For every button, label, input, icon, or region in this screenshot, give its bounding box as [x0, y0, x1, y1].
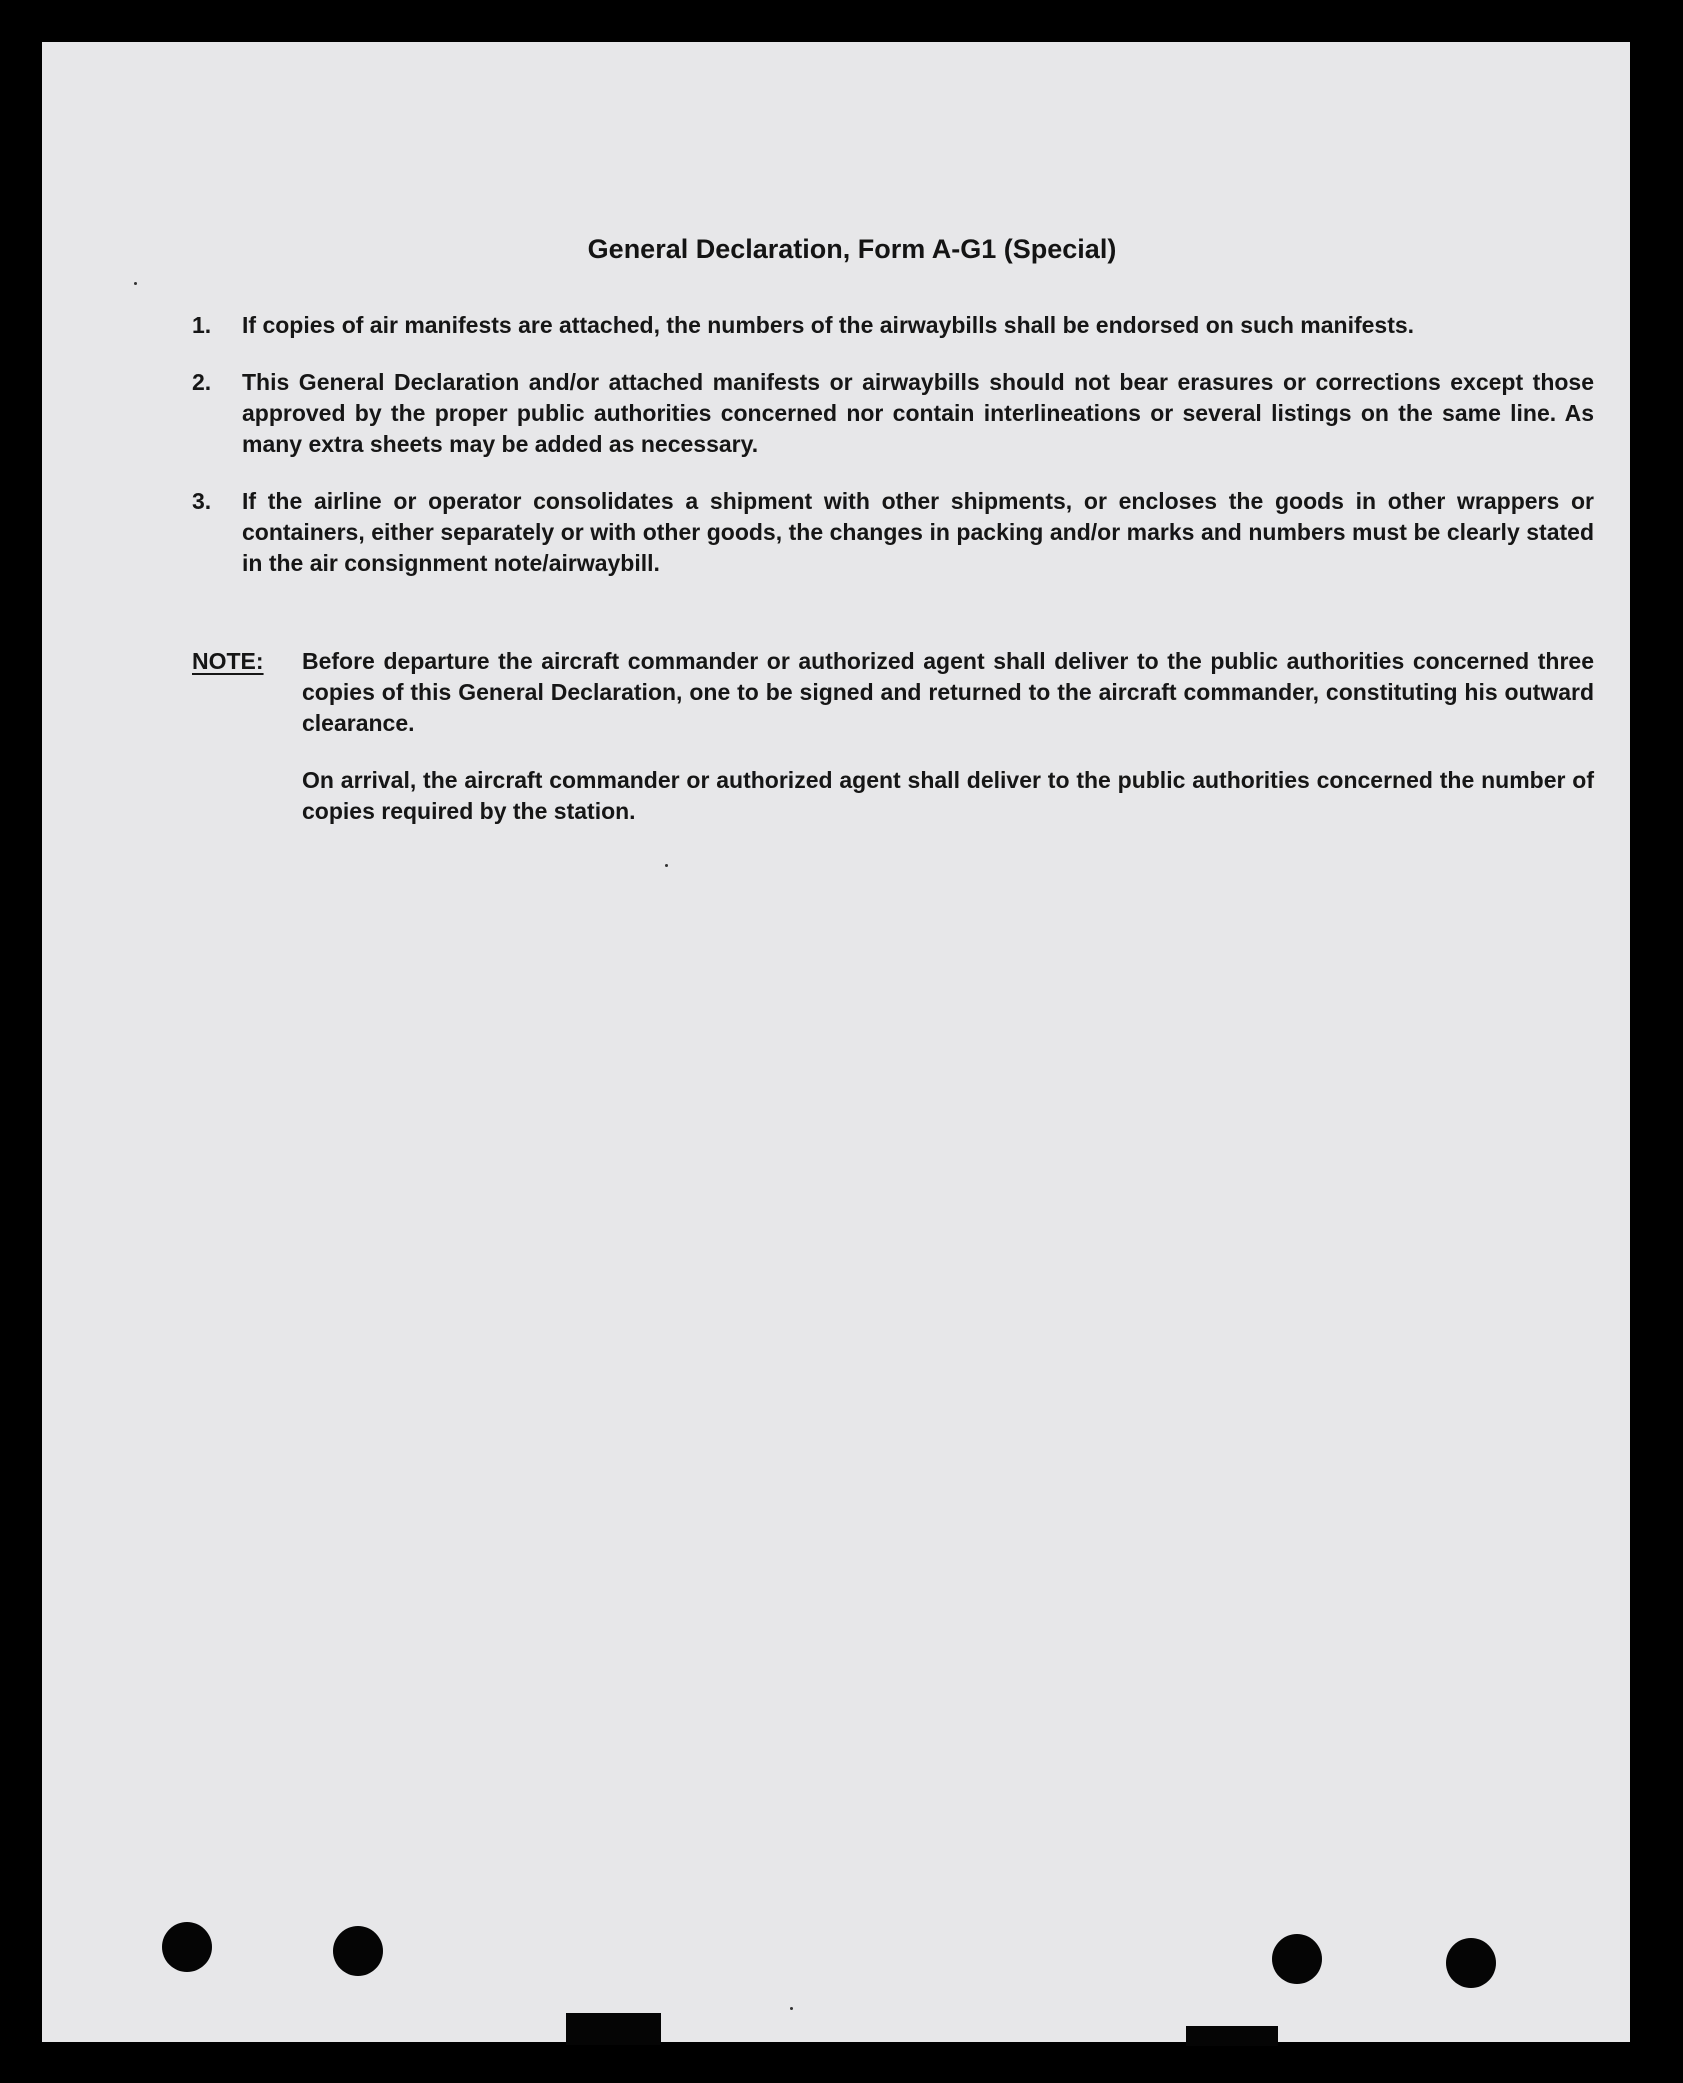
- note-section: [192, 646, 1594, 853]
- punch-hole: [1446, 1938, 1496, 1988]
- punch-hole: [162, 1922, 212, 1972]
- list-item: [192, 367, 1594, 460]
- binding-mark: [1186, 2026, 1278, 2046]
- note-paragraph: On arrival, the aircraft commander or authorized agent shall deliver to the public authorities concerned the number of copies required by the station.: [302, 767, 1594, 824]
- document-page: [42, 42, 1630, 2042]
- instruction-list: [192, 310, 1594, 605]
- item-text: If the airline or operator consolidates a shipment with other shipments, or encloses the goods in other wrappers or containers, either separately or with other goods, the changes in packing and/or marks and numbers must be clearly stated in the air consignment note/airwaybill.: [242, 488, 1594, 576]
- punch-hole: [1272, 1934, 1322, 1984]
- note-body: [302, 646, 1594, 853]
- speck: [665, 864, 668, 867]
- note-label: NOTE:: [192, 648, 264, 674]
- item-number: 2.: [192, 369, 212, 395]
- list-item: [192, 310, 1594, 341]
- item-text: If copies of air manifests are attached, the numbers of the airwaybills shall be endorsed on such manifests.: [242, 312, 1415, 338]
- item-number: 3.: [192, 488, 212, 514]
- document-title: General Declaration, Form A-G1 (Special): [587, 234, 1117, 264]
- note-paragraph: Before departure the aircraft commander or authorized agent shall deliver to the public authorities concerned three copies of this General Declaration, one to be signed and returned to the aircraft commander, constituting his outward clearance.: [302, 648, 1594, 736]
- item-number: 1.: [192, 312, 212, 338]
- list-item: [192, 486, 1594, 579]
- item-text: This General Declaration and/or attached manifests or airwaybills should not bear erasures or corrections except those approved by the proper public authorities concerned nor contain interlineations or several listings on the same line. As many extra sheets may be added as necessary.: [242, 369, 1594, 457]
- speck: [134, 282, 137, 285]
- binding-mark: [566, 2013, 661, 2045]
- punch-hole: [333, 1926, 383, 1976]
- speck: [790, 2007, 793, 2010]
